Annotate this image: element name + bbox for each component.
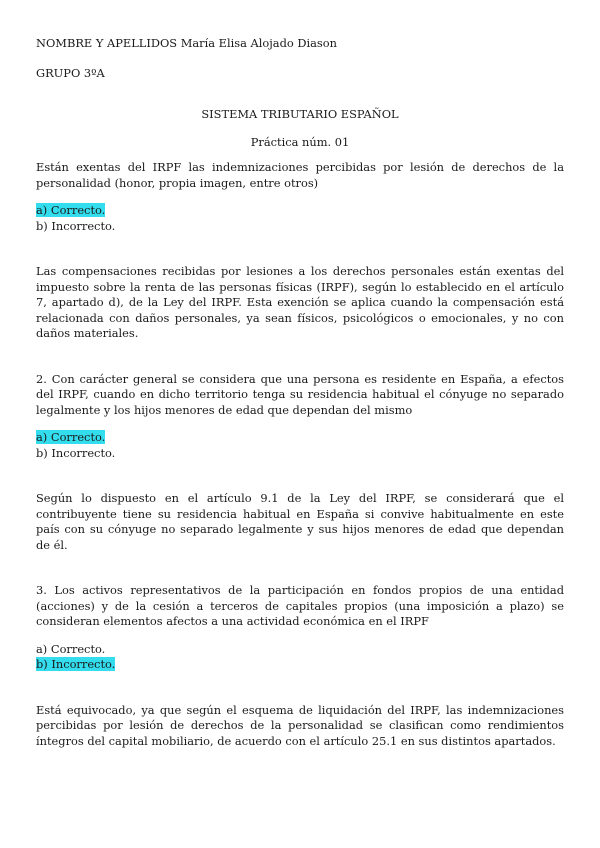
question-1-explanation: Las compensaciones recibidas por lesiones a los derechos personales están exentas del impuesto sobre la renta de las personas físicas (IRPF), según lo establecido en el artículo 7, apartado d), de la Ley del IRPF. Esta exención se aplica cuando la compensación está relacionada con daños personales, ya sean físicos, psicológicos o emocionales, y no con daños materiales. (36, 264, 564, 340)
question-3-option-b-label: b) Incorrecto. (36, 657, 116, 671)
group-line: GRUPO 3ºA (36, 65, 105, 80)
question-2-text: 2. Con carácter general se considera que una persona es residente en España, a efectos del IRPF, cuando en dicho territorio tenga su residencia habitual el cónyuge no separado legalmente y los hijos menores de edad que dependan del mismo (36, 371, 564, 417)
question-2-explanation: Según lo dispuesto en el artículo 9.1 de la Ley del IRPF, se considerará que el contribuyente tiene su residencia habitual en España si convive habitualmente en este país con su cónyuge no separado legalmente y sus hijos menores de edad que dependan de él. (36, 491, 564, 552)
question-1-option-b (36, 219, 564, 235)
question-3-option-a (36, 642, 564, 658)
question-2-option-b-label: b) Incorrecto. (36, 445, 116, 460)
question-3-option-b (36, 657, 564, 673)
question-3-option-a-label: a) Correcto. (36, 641, 106, 656)
question-3-explanation: Está equivocado, ya que según el esquema de liquidación del IRPF, las indemnizaciones percibidas por lesión de derechos de la personalidad se clasifican como rendimientos íntegros del capital mobiliario, de acuerdo con el artículo 25.1 en sus distintos apartados. (36, 702, 564, 748)
question-2-option-a (36, 430, 564, 446)
question-2-option-b (36, 446, 564, 462)
name-line: NOMBRE Y APELLIDOS María Elisa Alojado Diason (36, 36, 337, 50)
question-3-text: 3. Los activos representativos de la participación en fondos propios de una entidad (acciones) y de la cesión a terceros de capitales propios (una imposición a plazo) se consideran elementos afectos a una actividad económica en el IRPF (36, 583, 564, 628)
question-2-option-a-label: a) Correcto. (36, 430, 106, 444)
document-title: SISTEMA TRIBUTARIO ESPAÑOL (201, 107, 399, 121)
question-1-option-a (36, 203, 564, 219)
question-1-option-b-label: b) Incorrecto. (36, 218, 116, 233)
question-1-text: Están exentas del IRPF las indemnizaciones percibidas por lesión de derechos de la personalidad (honor, propia imagen, entre otros) (36, 160, 564, 190)
question-1-option-a-label: a) Correcto. (36, 203, 106, 217)
document-subtitle: Práctica núm. 01 (250, 134, 350, 149)
